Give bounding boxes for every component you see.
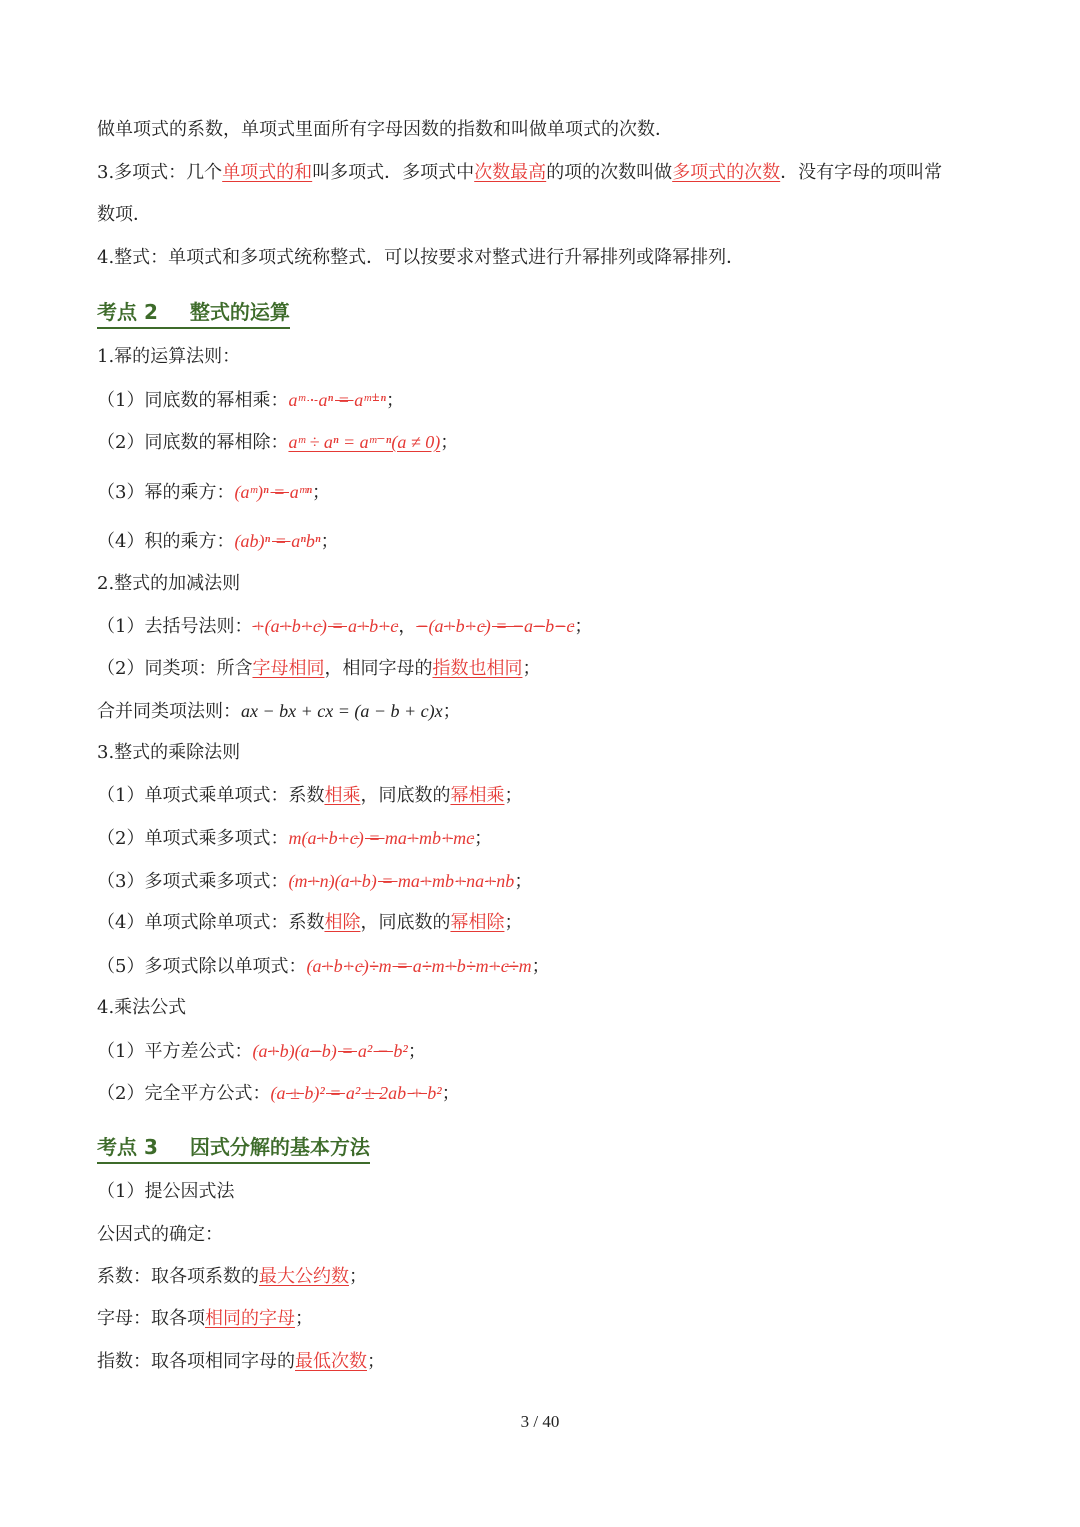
text-line: （1）提公因式法 [97,1181,235,1202]
formula: −(a+b+c) = −a−b−c [416,616,575,636]
text-line: （2）完全平方公式：(a ± b)² = a² ± 2ab + b²； [97,1083,460,1104]
text-line: （1）去括号法则：+(a+b+c) = a+b+c，−(a+b+c) = −a−b−c； [97,616,593,637]
text-line: （1）同底数的幂相乘：aᵐ · aⁿ = aᵐ⁺ⁿ； [97,390,404,411]
text-line: （1）平方差公式：(a+b)(a−b) = a² − b²； [97,1041,426,1062]
text-line: 数项． [97,204,151,225]
formula: m(a+b+c) = ma+mb+mc [288,828,475,848]
text-line: 指数：取各项相同字母的最低次数； [97,1351,385,1372]
text-line: （3）多项式乘多项式：(m+n)(a+b) = ma+mb+na+nb； [97,871,533,892]
section-heading: 考点 3 因式分解的基本方法 [97,1131,370,1164]
text-line: （4）积的乘方：(ab)ⁿ = aⁿbⁿ； [97,531,339,552]
formula: (a+b+c)÷m = a÷m+b÷m+c÷m [306,956,532,976]
formula: (ab)ⁿ = aⁿbⁿ [234,531,321,551]
text-line: （3）幂的乘方：(aᵐ)ⁿ = aᵐⁿ； [97,482,330,503]
text-line: 3.多项式：几个单项式的和叫多项式．多项式中次数最高的项的次数叫做多项式的次数．没有字母的项叫常 [97,162,943,183]
text-line: 4.整式：单项式和多项式统称整式．可以按要求对整式进行升幂排列或降幂排列． [97,247,745,268]
text-line: 公因式的确定： [97,1224,223,1245]
text-line: 字母：取各项相同的字母； [97,1308,313,1329]
text-line: 2.整式的加减法则 [97,573,241,594]
formula: (m+n)(a+b) = ma+mb+na+nb [288,871,515,891]
formula: (aᵐ)ⁿ = aᵐⁿ [234,482,312,502]
text-line: 做单项式的系数，单项式里面所有字母因数的指数和叫做单项式的次数． [97,119,673,140]
section-heading: 考点 2 整式的运算 [97,296,290,329]
text-line: 4.乘法公式 [97,997,187,1018]
text-line: 系数：取各项系数的最大公约数； [97,1266,367,1287]
text-line: 合并同类项法则：ax − bx + cx = (a − b + c)x； [97,701,461,722]
text-line: （2）同类项：所含字母相同，相同字母的指数也相同； [97,658,541,679]
text-line: （2）单项式乘多项式：m(a+b+c) = ma+mb+mc； [97,828,493,849]
text-line: 3.整式的乘除法则 [97,742,241,763]
formula: +(a+b+c) = a+b+c [252,616,399,636]
formula: aᵐ ÷ aⁿ = aᵐ⁻ⁿ(a ≠ 0) [288,432,441,452]
text-line: （2）同底数的幂相除：aᵐ ÷ aⁿ = aᵐ⁻ⁿ(a ≠ 0)； [97,432,459,453]
formula: (a ± b)² = a² ± 2ab + b² [270,1083,442,1103]
text-line: （4）单项式除单项式：系数相除，同底数的幂相除； [97,912,523,933]
text-line: 1.幂的运算法则： [97,346,241,367]
page-number: 3 / 40 [520,1412,560,1431]
formula: (a+b)(a−b) = a² − b² [252,1041,408,1061]
formula: ax − bx + cx = (a − b + c)x [241,701,443,721]
formula: aᵐ · aⁿ = aᵐ⁺ⁿ [288,390,386,410]
text-line: （5）多项式除以单项式：(a+b+c)÷m = a÷m+b÷m+c÷m； [97,956,550,977]
text-line: （1）单项式乘单项式：系数相乘，同底数的幂相乘； [97,785,523,806]
